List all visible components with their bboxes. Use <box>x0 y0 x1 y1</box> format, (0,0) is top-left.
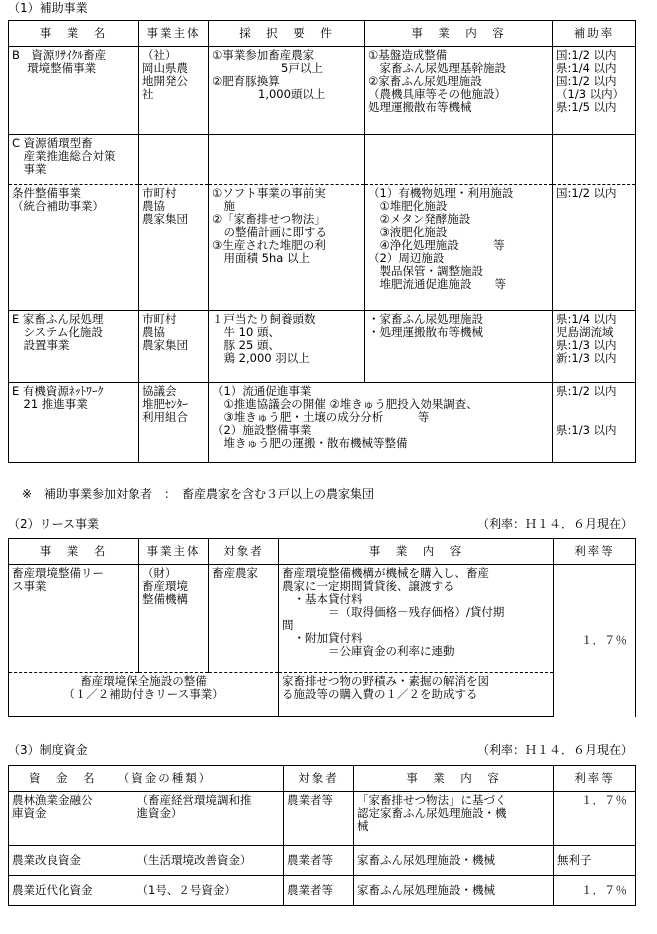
row-target: 農業者等 <box>284 846 354 876</box>
row-subsidy: 国:1/2 以内 県:1/4 以内 国:1/2 以内 （1/3 以内） 県:1/5 以内 <box>553 47 636 135</box>
row-rate: 無利子 <box>554 846 636 876</box>
subsidy-note: ※ 補助事業参加対象者 ： 畜産農家を含む３戸以上の農家集団 <box>22 487 375 501</box>
row-fund-name: 農業近代化資金 <box>9 876 134 906</box>
section1-title: （1）補助事業 <box>8 1 88 15</box>
row-subsidy: 県:1/2 以内 県:1/3 以内 <box>553 383 636 463</box>
section2-rate-note: （利率：Ｈ１４．６月現在） <box>476 517 633 531</box>
row-subsidy: 国:1/2 以内 <box>553 185 636 311</box>
lease-header-row <box>9 539 636 565</box>
row-content: ・家畜ふん尿処理施設 ・処理運搬散布等機械 <box>365 311 553 383</box>
lease-table <box>8 538 636 717</box>
row-content: 畜産環境整備機構が機械を購入し、畜産 農家に一定期間賃貸後、譲渡する ・基本貸付料 ＝（取得価格－残存価格）/貸付期 間 ・附加貸付料 ＝公庫資金の利率に連動 <box>279 565 554 673</box>
table-row <box>9 565 636 673</box>
row-content: ①基盤造成整備 家畜ふん尿処理基幹施設 ②家畜ふん尿処理施設 （農機具庫等その他施設） 処理運搬散布等機械 <box>365 47 553 135</box>
header-target: 対象者 <box>209 539 279 565</box>
header-interest-rate: 利率等 <box>554 539 636 565</box>
table-row <box>9 792 636 846</box>
row-subsidy <box>553 135 636 185</box>
table-row <box>9 383 636 463</box>
row-name: 条件整備事業 （統合補助事業） <box>9 185 139 311</box>
row-fund-kind: （1号、２号資金） <box>134 876 284 906</box>
row-requirements-content: （1）流通促進事業 ①推進協議会の開催 ②堆きゅう肥投入効果調査、 ③堆きゅう肥・土壌の成分分析 等 （2）施設整備事業 堆きゅう肥の運搬・散布機械等整備 <box>209 383 553 463</box>
row-content: 家畜ふん尿処理施設・機械 <box>354 876 554 906</box>
row-requirements: ①ソフト事業の事前実 施 ②「家畜排せつ物法」 の整備計画に即する ③生産された堆肥の利 用面積 5ha 以上 <box>209 185 365 311</box>
row-name: 畜産環境保全施設の整備 （１／２補助付きリース事業） <box>9 673 279 717</box>
table-row <box>9 673 636 717</box>
row-name: E 家畜ふん尿処理 システム化施設 設置事業 <box>9 311 139 383</box>
header-target: 対象者 <box>284 766 354 792</box>
header-content: 事 業 内 容 <box>365 21 553 47</box>
row-target: 農業者等 <box>284 876 354 906</box>
row-content: 家畜ふん尿処理施設・機械 <box>354 846 554 876</box>
row-fund-name: 農林漁業金融公 庫資金 <box>9 792 134 846</box>
header-requirements: 採 択 要 件 <box>209 21 365 47</box>
row-rate: １．７％ <box>554 792 636 846</box>
row-operator <box>139 135 209 185</box>
row-content <box>365 135 553 185</box>
header-interest-rate: 利率等 <box>554 766 636 792</box>
row-name: C 資源循環型畜 産業推進総合対策 事業 <box>9 135 139 185</box>
row-operator: （財） 畜産環境 整備機構 <box>139 565 209 673</box>
table-row <box>9 846 636 876</box>
subsidy-header-row <box>9 21 636 47</box>
row-operator: 市町村 農協 農家集団 <box>139 185 209 311</box>
section3-title: （3）制度資金 <box>8 743 88 757</box>
row-operator: 市町村 農協 農家集団 <box>139 311 209 383</box>
table-row <box>9 47 636 135</box>
header-content: 事 業 内 容 <box>354 766 554 792</box>
row-operator: 協議会 堆肥ｾﾝﾀｰ 利用組合 <box>139 383 209 463</box>
header-fund-name: 資 金 名 （資金の種類） <box>9 766 284 792</box>
header-project-name: 事 業 名 <box>9 539 139 565</box>
header-project-name: 事 業 名 <box>9 21 139 47</box>
row-content: （1）有機物処理・利用施設 ①堆肥化施設 ②メタン発酵施設 ③液肥化施設 ④浄化処理施設 等 （2）周辺施設 製品保管・調整施設 堆肥流通促進施設 等 <box>365 185 553 311</box>
row-name: E 有機資源ﾈｯﾄﾜｰｸ 21 推進事業 <box>9 383 139 463</box>
row-rate: １．７％ <box>554 565 636 717</box>
fund-header-row <box>9 766 636 792</box>
table-row <box>9 311 636 383</box>
row-name: B 資源ﾘｻｲｸﾙ畜産 環境整備事業 <box>9 47 139 135</box>
header-operator: 事業主体 <box>139 21 209 47</box>
section3-rate-note: （利率：Ｈ１４．６月現在） <box>476 743 633 757</box>
row-name: 畜産環境整備リー ス事業 <box>9 565 139 673</box>
row-content: 「家畜排せつ物法」に基づく 認定家畜ふん尿処理施設・機 械 <box>354 792 554 846</box>
table-row <box>9 135 636 185</box>
row-fund-kind: （生活環境改善資金） <box>134 846 284 876</box>
subsidy-table <box>8 20 636 463</box>
row-rate: １．７％ <box>554 876 636 906</box>
row-requirements: １戸当たり飼養頭数 牛 10 頭、 豚 25 頭、 鶏 2,000 羽以上 <box>209 311 365 383</box>
row-target: 畜産農家 <box>209 565 279 673</box>
row-content: 家畜排せつ物の野積み・素掘の解消を図 る施設等の購入費の１／２を助成する <box>279 673 554 717</box>
fund-table <box>8 765 636 906</box>
row-fund-name: 農業改良資金 <box>9 846 134 876</box>
row-target: 農業者等 <box>284 792 354 846</box>
section2-title: （2）リース事業 <box>8 517 100 531</box>
table-row <box>9 876 636 906</box>
header-operator: 事業主体 <box>139 539 209 565</box>
table-row <box>9 185 636 311</box>
row-requirements <box>209 135 365 185</box>
header-subsidy-rate: 補助率 <box>553 21 636 47</box>
row-operator: （社） 岡山県農 地開発公 社 <box>139 47 209 135</box>
row-fund-kind: （畜産経営環境調和推 進資金） <box>134 792 284 846</box>
header-content: 事 業 内 容 <box>279 539 554 565</box>
row-subsidy: 県:1/4 以内 児島湖流域 県:1/3 以内 新:1/3 以内 <box>553 311 636 383</box>
row-requirements: ①事業参加畜産農家 5戸以上 ②肥育豚換算 1,000頭以上 <box>209 47 365 135</box>
